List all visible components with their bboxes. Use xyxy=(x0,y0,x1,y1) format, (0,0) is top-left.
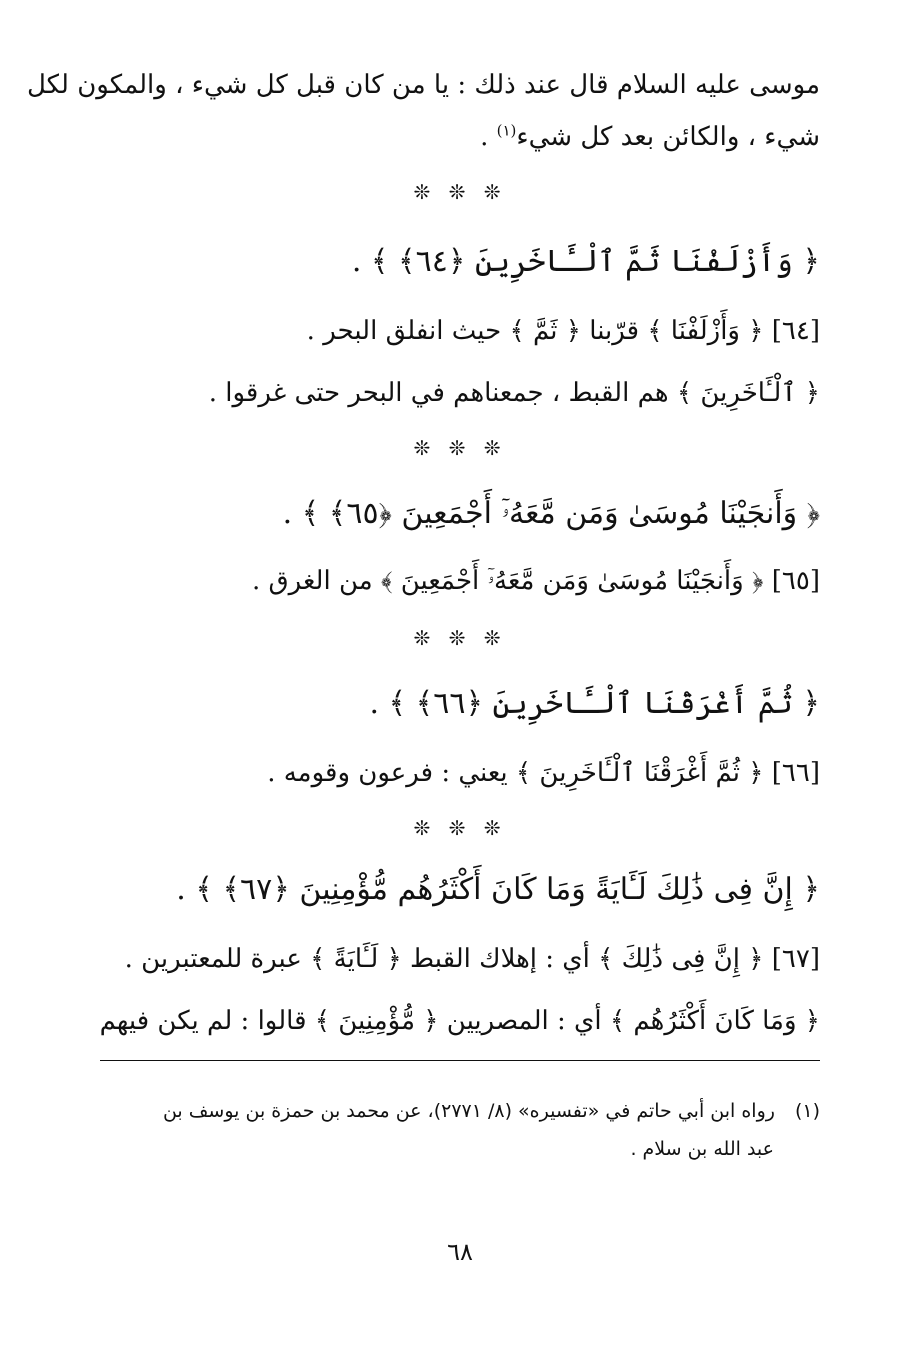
footnote-line-2: عبد الله بن سلام . xyxy=(630,1138,774,1160)
verse-64: ﴿ وَأَزْلَفْنَا ثَمَّ ٱلْـَٔاخَرِينَ ﴿٦٤﴾ ﴾ . xyxy=(351,244,820,279)
commentary-67-line-1: [٦٧] ﴿ إِنَّ فِى ذَٰلِكَ ﴾ أي : إهلاك القبط ﴿ لَـَٔايَةً ﴾ عبرة للمعتبرين . xyxy=(124,944,820,974)
separator-stars: ❊ ❊ ❊ xyxy=(413,816,507,840)
verse-66: ﴿ ثُمَّ أَغْرَقْنَا ٱلْـَٔاخَرِينَ ﴿٦٦﴾ ﴾ . xyxy=(369,686,820,721)
footnote-number: (١) xyxy=(794,1100,820,1122)
separator-stars: ❊ ❊ ❊ xyxy=(413,626,507,650)
footnote-text: رواه ابن أبي حاتم في «تفسيره» (٨/ ٢٧٧١)، عن محمد بن حمزة بن يوسف بن xyxy=(162,1100,775,1122)
footnote-reference: (١) xyxy=(496,121,517,140)
commentary-64-line-1: [٦٤] ﴿ وَأَزْلَفْنَا ﴾ قرّبنا ﴿ ثَمَّ ﴾ حيث انفلق البحر . xyxy=(306,316,820,346)
page-number: ٦٨ xyxy=(447,1238,473,1266)
commentary-66: [٦٦] ﴿ ثُمَّ أَغْرَقْنَا ٱلْـَٔاخَرِينَ ﴾ يعني : فرعون وقومه . xyxy=(267,758,820,788)
paragraph-line-2-text: شيء ، والكائن بعد كل شيء xyxy=(516,122,820,152)
verse-67: ﴿ إِنَّ فِى ذَٰلِكَ لَـَٔايَةً وَمَا كَانَ أَكْثَرُهُم مُّؤْمِنِينَ ﴿٦٧﴾ ﴾ . xyxy=(176,872,820,907)
paragraph-line-1: موسى عليه السلام قال عند ذلك : يا من كان قبل كل شيء ، والمكون لكل xyxy=(26,70,820,100)
paragraph-line-2 xyxy=(100,118,820,156)
separator-stars: ❊ ❊ ❊ xyxy=(413,180,507,204)
paragraph-line-2-end: . xyxy=(480,122,497,152)
commentary-64-line-2: ﴿ ٱلْـَٔاخَرِينَ ﴾ هم القبط ، جمعناهم في البحر حتى غرقوا . xyxy=(208,378,820,408)
commentary-67-line-2: ﴿ وَمَا كَانَ أَكْثَرُهُم ﴾ أي : المصريين ﴿ مُّؤْمِنِينَ ﴾ قالوا : لم يكن فيهم xyxy=(99,1006,820,1036)
verse-65: ﴿ وَأَنجَيْنَا مُوسَىٰ وَمَن مَّعَهُۥٓ أَجْمَعِينَ ﴿٦٥﴾ ﴾ . xyxy=(282,496,820,531)
commentary-65: [٦٥] ﴿ وَأَنجَيْنَا مُوسَىٰ وَمَن مَّعَهُۥٓ أَجْمَعِينَ ﴾ من الغرق . xyxy=(251,566,820,596)
separator-stars: ❊ ❊ ❊ xyxy=(413,436,507,460)
footnote-line-1 xyxy=(100,1094,820,1128)
footnote-divider xyxy=(100,1060,820,1061)
